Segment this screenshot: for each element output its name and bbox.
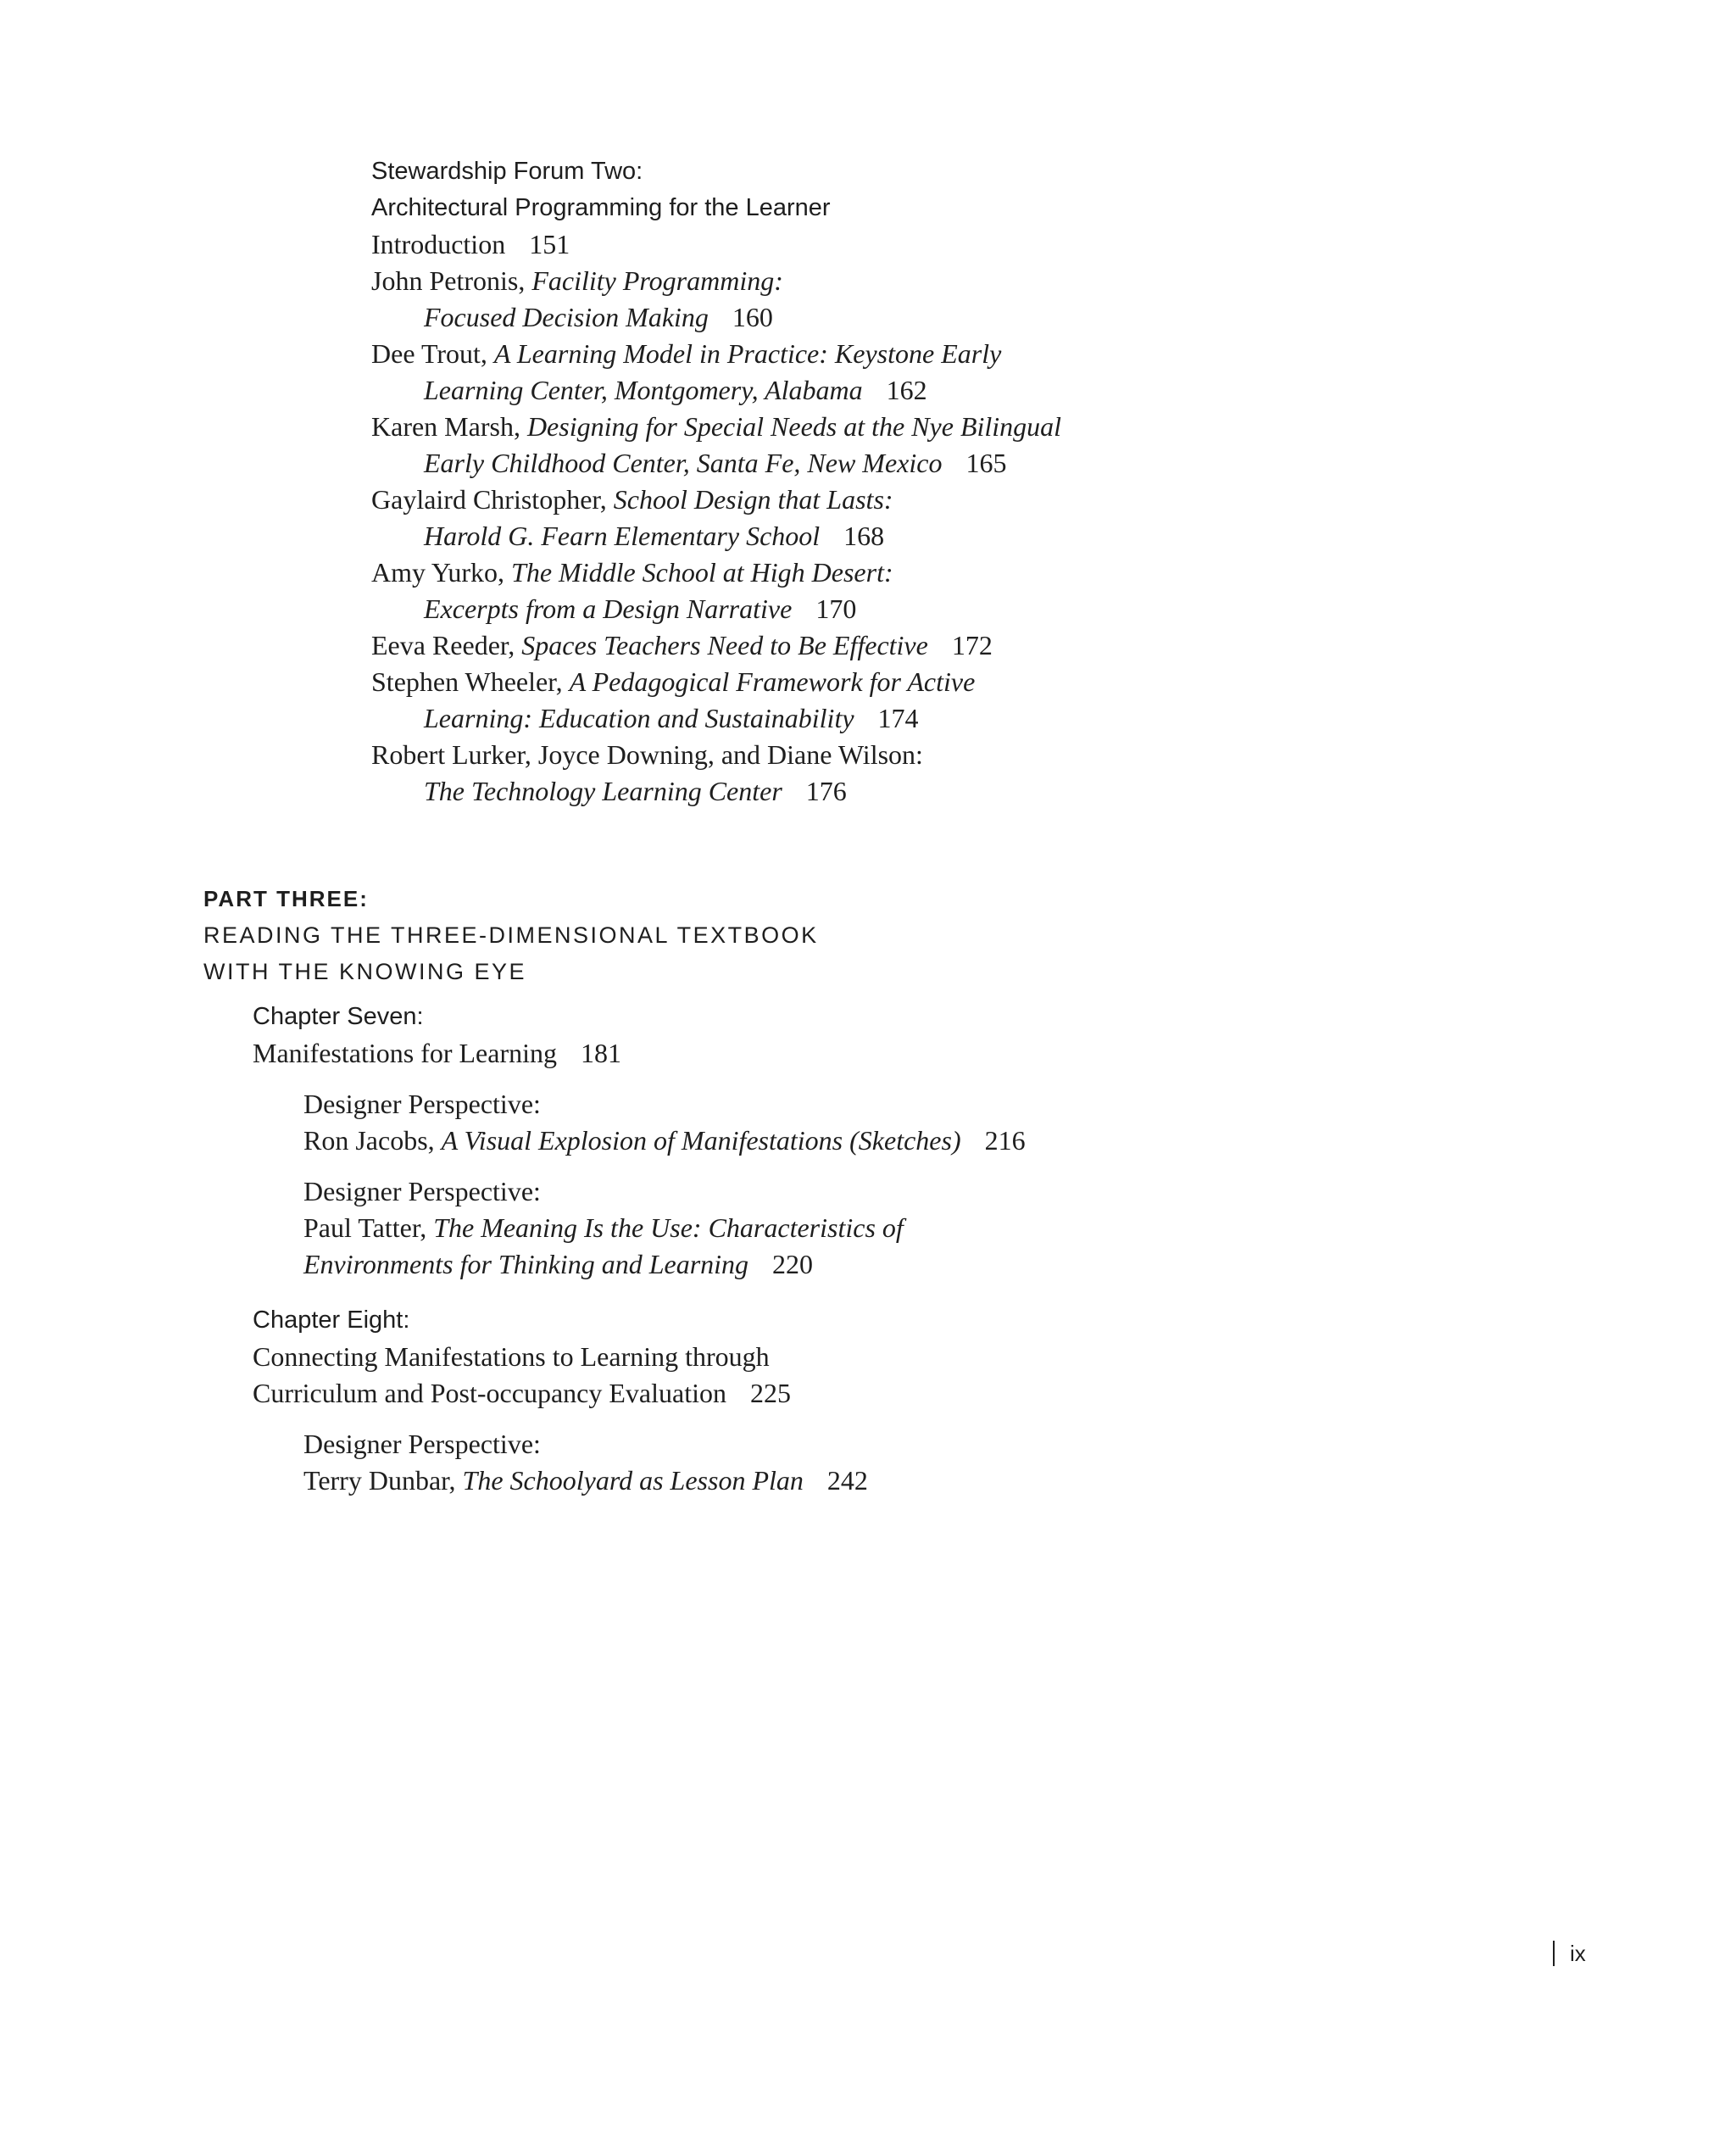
page-number: 165	[965, 448, 1007, 478]
toc-entry-line	[424, 373, 927, 407]
page-number: 176	[805, 776, 847, 806]
toc-entry-line	[303, 1211, 904, 1245]
entry-author: John Petronis,	[371, 265, 526, 296]
folio-page-number: ix	[1570, 1940, 1586, 1966]
toc-entry-line	[424, 592, 856, 626]
entry-author: Eeva Reeder,	[371, 630, 515, 660]
toc-entry-line	[371, 738, 923, 772]
page-number: 220	[772, 1249, 814, 1279]
chapter-eight-title-line-2	[253, 1376, 791, 1410]
entry-author: Gaylaird Christopher,	[371, 484, 607, 515]
page-folio	[1553, 1936, 1586, 1970]
toc-entry-line	[303, 1123, 1026, 1157]
entry-author: Dee Trout,	[371, 338, 487, 369]
entry-title: Spaces Teachers Need to Be Effective	[521, 630, 928, 660]
part-three-label: PART THREE:	[203, 886, 369, 911]
entry-title: Environments for Thinking and Learning	[303, 1249, 749, 1279]
page-number: 168	[843, 521, 885, 551]
entry-title: The Meaning Is the Use: Characteristics of	[433, 1212, 904, 1243]
toc-entry-line	[303, 1463, 868, 1497]
toc-entry-line	[371, 555, 893, 589]
page-number: 242	[826, 1465, 868, 1496]
forum-intro-entry	[371, 227, 570, 261]
entry-title: The Technology Learning Center	[424, 776, 782, 806]
page-number: 170	[815, 593, 857, 624]
chapter-seven-label: Chapter Seven:	[253, 1003, 424, 1030]
perspective-label: Designer Perspective:	[303, 1176, 541, 1206]
toc-entry-line	[371, 482, 893, 516]
entry-title: A Pedagogical Framework for Active	[569, 666, 976, 697]
page-number: 162	[886, 375, 927, 405]
toc-entry-line	[371, 264, 783, 298]
entry-author: Amy Yurko,	[371, 557, 505, 588]
entry-author: Ron Jacobs,	[303, 1125, 435, 1156]
chapter-eight-title-line-1: Connecting Manifestations to Learning through	[253, 1341, 770, 1372]
chapter-seven-title	[253, 1036, 621, 1070]
page-number: 160	[732, 302, 773, 332]
toc-entry-line	[371, 410, 1061, 443]
part-three-title-line-2: WITH THE KNOWING EYE	[203, 959, 527, 984]
page-number: 216	[984, 1125, 1026, 1156]
entry-title: School Design that Lasts:	[613, 484, 893, 515]
toc-entry-line	[303, 1247, 813, 1281]
chapter-title: Manifestations for Learning	[253, 1038, 557, 1068]
entry-title: A Visual Explosion of Manifestations (Sketches)	[441, 1125, 961, 1156]
entry-author: Paul Tatter,	[303, 1212, 427, 1243]
entry-author: Stephen Wheeler,	[371, 666, 563, 697]
chapter-title: Curriculum and Post-occupancy Evaluation	[253, 1378, 726, 1408]
entry-author: Karen Marsh,	[371, 411, 520, 442]
entry-author: Terry Dunbar,	[303, 1465, 456, 1496]
entry-title: Excerpts from a Design Narrative	[424, 593, 793, 624]
toc-entry-line	[424, 701, 919, 735]
toc-entry-line	[424, 774, 847, 808]
entry-title: Learning Center, Montgomery, Alabama	[424, 375, 863, 405]
entry-title: Focused Decision Making	[424, 302, 709, 332]
entry-title: The Middle School at High Desert:	[511, 557, 893, 588]
toc-entry-line	[424, 519, 884, 553]
toc-entry-line	[424, 300, 773, 334]
page-number: 172	[951, 630, 993, 660]
entry-title: A Learning Model in Practice: Keystone Early	[493, 338, 1002, 369]
page-number: 174	[877, 703, 919, 733]
forum-heading-line-2: Architectural Programming for the Learner	[371, 194, 831, 221]
perspective-label: Designer Perspective:	[303, 1429, 541, 1459]
perspective-label: Designer Perspective:	[303, 1089, 541, 1119]
entry-title: Facility Programming:	[531, 265, 783, 296]
folio-rule	[1553, 1941, 1555, 1966]
toc-entry-line	[371, 337, 1001, 370]
page-number: 225	[749, 1378, 791, 1408]
toc-entry-line	[371, 628, 993, 662]
entry-title: Designing for Special Needs at the Nye Bilingual	[526, 411, 1062, 442]
entry-author: Robert Lurker, Joyce Downing, and Diane Wilson:	[371, 739, 923, 770]
page-number: 181	[581, 1038, 621, 1068]
entry-title: Learning: Education and Sustainability	[424, 703, 854, 733]
entry-title: Early Childhood Center, Santa Fe, New Mexico	[424, 448, 943, 478]
entry-title: Introduction	[371, 229, 506, 259]
toc-entry-line	[371, 665, 975, 699]
part-three-title-line-1: READING THE THREE-DIMENSIONAL TEXTBOOK	[203, 922, 819, 948]
page-number: 151	[529, 229, 570, 259]
forum-heading-line-1: Stewardship Forum Two:	[371, 158, 643, 185]
entry-title: Harold G. Fearn Elementary School	[424, 521, 821, 551]
entry-title: The Schoolyard as Lesson Plan	[462, 1465, 804, 1496]
toc-entry-line	[424, 446, 1006, 480]
chapter-eight-label: Chapter Eight:	[253, 1306, 410, 1334]
